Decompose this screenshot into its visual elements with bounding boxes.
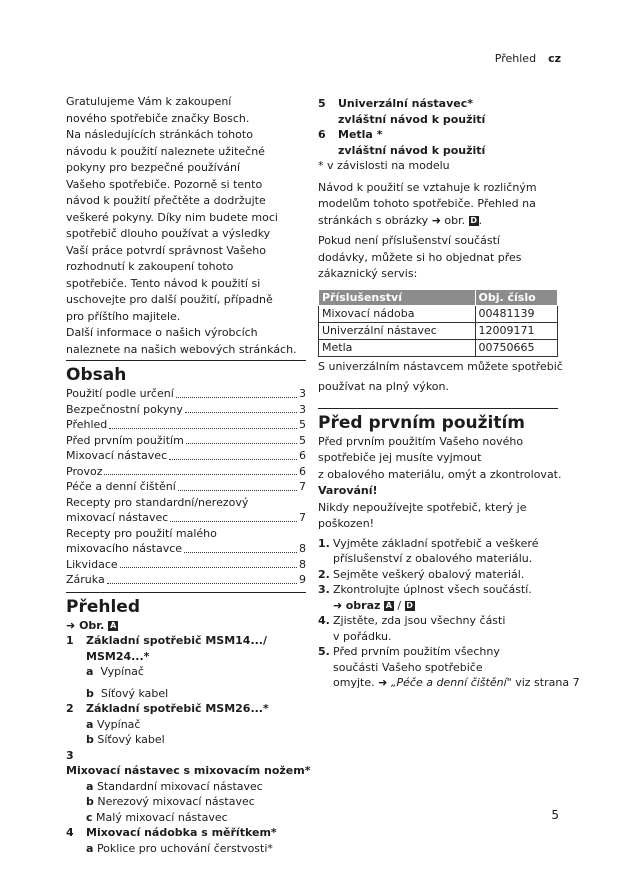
overview-item-sub: zvláštní návod k použití xyxy=(338,143,486,157)
overview-title: Přehled xyxy=(66,592,306,618)
step: 5. Před prvním použitím všechny xyxy=(318,645,500,658)
toc-item-label: Recepty pro použití malého xyxy=(66,526,217,540)
overview-item: 4 Mixovací nádobka s měřítkem* xyxy=(66,826,277,839)
toc-section xyxy=(66,360,306,588)
step: 4. Zjistěte, zda jsou všechny části xyxy=(318,614,506,627)
toc-item[interactable]: mixovací nástavec 7 xyxy=(66,511,306,524)
step: 3. Zkontrolujte úplnost všech součástí. xyxy=(318,583,532,596)
table-header-row xyxy=(319,289,558,305)
table-row: Univerzální nástavec 12009171 xyxy=(319,322,558,339)
language-code: cz xyxy=(548,52,561,65)
step: 1. Vyjměte základní spotřebič a veškeré xyxy=(318,536,539,550)
toc-item[interactable]: Provoz 6 xyxy=(66,464,306,478)
toc-item[interactable]: mixovacího nástavce 8 xyxy=(66,542,306,555)
toc-item[interactable]: Bezpečnostní pokyny 3 xyxy=(66,402,306,416)
intro-line: rozhodnutí k zakoupení tohoto xyxy=(66,260,234,273)
intro-line: spotřebič dlouho používat a výsledky xyxy=(66,227,271,240)
intro-line: pro příštího majitele. xyxy=(66,309,181,323)
order-note: Pokud není příslušenství součástí dodávky, můžete si ho objednat přes zákaznický servis: xyxy=(318,234,522,280)
column-header: Příslušenství xyxy=(319,289,476,305)
arrow-right-icon: ➜ xyxy=(378,676,388,689)
toc-item[interactable]: Záruka 9 xyxy=(66,573,306,586)
page-number: 5 xyxy=(551,808,559,822)
step: 2. Sejměte veškerý obalový materiál. xyxy=(318,567,525,581)
manual-note: Návod k použití se vztahuje k rozličným modelům tohoto spotřebiče. Přehled na stránkách s obrázky ➜ obr. D . xyxy=(318,180,537,227)
steps-list: 1. Vyjměte základní spotřebič a veškeré příslušenství z obalového materiálu. 2. Sejměte veškerý obalový materiál. 3. Zkontrolujte úplnost všech součástí. ➜ obraz A / D 4. Zjistěte, zda jsou všechny části v pořádku. 5. Před prvním použitím všechny součásti Vašeho spotřebiče omyjte. ➜ „Péče a denní čištění" viz strana 7 xyxy=(318,536,580,689)
right-column xyxy=(318,96,580,691)
figure-box: D xyxy=(470,215,477,225)
toc-item[interactable]: Použití podle určení 3 xyxy=(66,387,306,400)
toc-item-label: Recepty pro standardní/nerezový xyxy=(66,495,249,509)
arrow-right-icon: ➜ xyxy=(66,618,76,632)
column-header: Obj. číslo xyxy=(475,289,557,305)
toc-list xyxy=(66,386,306,588)
intro-line: návodu k použití naleznete užitečné xyxy=(66,144,265,158)
overview-subitem: c Malý mixovací nástavec xyxy=(86,810,228,824)
overview-subitem: a Standardní mixovací nástavec xyxy=(86,779,263,793)
intro-line: Na následujících stránkách tohoto xyxy=(66,128,253,141)
intro-line: veškeré pokyny. Díky nim budete moci xyxy=(66,210,278,224)
first-use-section: Před prvním použitím Před prvním použitím Vašeho nového spotřebiče jej musíte vyjmout z obalového materiálu, omýt a zkontrolovat. Varování! Nikdy nepoužívejte spotřebič, který je poškozen! 1. Vyjměte základní spotřebič a veškeré příslušenství z obalového materiálu. 2. Sejměte veškerý obalový materiál. 3. Zkontrolujte úplnost všech součástí. ➜ obraz A / D 4. Zjistěte, zda jsou všechny části v pořádku. 5. Před prvním použitím všechny součásti Vašeho spotřebiče omyjte. ➜ „Péče a denní čištění" viz strana 7 xyxy=(318,408,558,691)
intro-line: Vašeho spotřebiče. Pozorně si tento xyxy=(66,177,263,191)
overview-subitem: a Vypínač xyxy=(86,717,141,731)
cross-reference-link[interactable]: „Péče a denní čištění" xyxy=(390,676,512,689)
overview-item: 6 Metla * xyxy=(318,128,383,141)
overview-item: 1 Základní spotřebič MSM14.../ xyxy=(66,634,268,647)
intro-line: Další informace o našich výrobcích xyxy=(66,326,258,339)
overview-item-sub: zvláštní návod k použití xyxy=(338,112,486,126)
toc-item[interactable]: Likvidace 8 xyxy=(66,557,306,571)
intro-line: Gratulujeme Vám k zakoupení xyxy=(66,95,232,108)
figure-ref: ➜ Obr. A xyxy=(66,618,117,632)
intro-line: Vaší práce potvrdí správnost Vašeho xyxy=(66,243,266,257)
arrow-right-icon: ➜ xyxy=(431,213,441,227)
figure-box: A xyxy=(110,620,117,630)
intro-text xyxy=(66,94,306,358)
figure-box: A xyxy=(385,600,392,610)
overview-subitem: b Síťový kabel xyxy=(86,733,165,746)
overview-item-cont: MSM24...* xyxy=(86,649,150,663)
first-use-title: Před prvním použitím xyxy=(318,408,558,434)
intro-line: nového spotřebiče značky Bosch. xyxy=(66,111,250,125)
overview-item: 5 Univerzální nástavec* xyxy=(318,97,474,110)
toc-title: Obsah xyxy=(66,360,306,386)
toc-item[interactable]: Mixovací nástavec 6 xyxy=(66,449,306,462)
table-row: Mixovací nádoba 00481139 xyxy=(319,305,558,322)
intro-line: pokyny pro bezpečné používání xyxy=(66,161,241,174)
overview-subitem: b Síťový kabel xyxy=(86,686,169,700)
universal-note: S univerzálním nástavcem můžete spotřebič používat na plný výkon. xyxy=(318,359,563,393)
toc-item[interactable]: Péče a denní čištění 7 xyxy=(66,480,306,493)
overview-subitem: a Poklice pro uchování čerstvosti* xyxy=(86,841,273,855)
overview-section xyxy=(66,592,311,857)
header-title: Přehled xyxy=(494,52,537,65)
overview-item: 2 Základní spotřebič MSM26...* xyxy=(66,702,269,715)
arrow-right-icon: ➜ xyxy=(333,598,343,612)
accessories-table xyxy=(318,289,558,357)
intro-line: uschovejte pro další použití, případně xyxy=(66,293,273,306)
warning-label: Varování! xyxy=(318,484,378,497)
toc-item[interactable]: Před prvním použitím 5 xyxy=(66,433,306,447)
toc-item[interactable]: Přehled 5 xyxy=(66,418,306,431)
table-row: Metla 00750665 xyxy=(319,339,558,356)
figure-box: D xyxy=(406,600,413,610)
page-header xyxy=(495,52,561,65)
intro-line: naleznete na našich webových stránkách. xyxy=(66,342,297,356)
left-column xyxy=(66,94,311,856)
overview-subitem: a Vypínač xyxy=(86,665,144,678)
intro-line: spotřebiče. Tento návod k použití si xyxy=(66,276,261,290)
overview-subitem: b Nerezový mixovací nástavec xyxy=(86,795,255,808)
intro-line: návod k použití přečtěte a dodržujte xyxy=(66,194,266,207)
figure-ref: ➜ obraz A / D xyxy=(333,598,413,612)
overview-item: 3Mixovací nástavec s mixovacím nožem* xyxy=(66,748,311,777)
footnote: * v závislosti na modelu xyxy=(318,159,450,172)
